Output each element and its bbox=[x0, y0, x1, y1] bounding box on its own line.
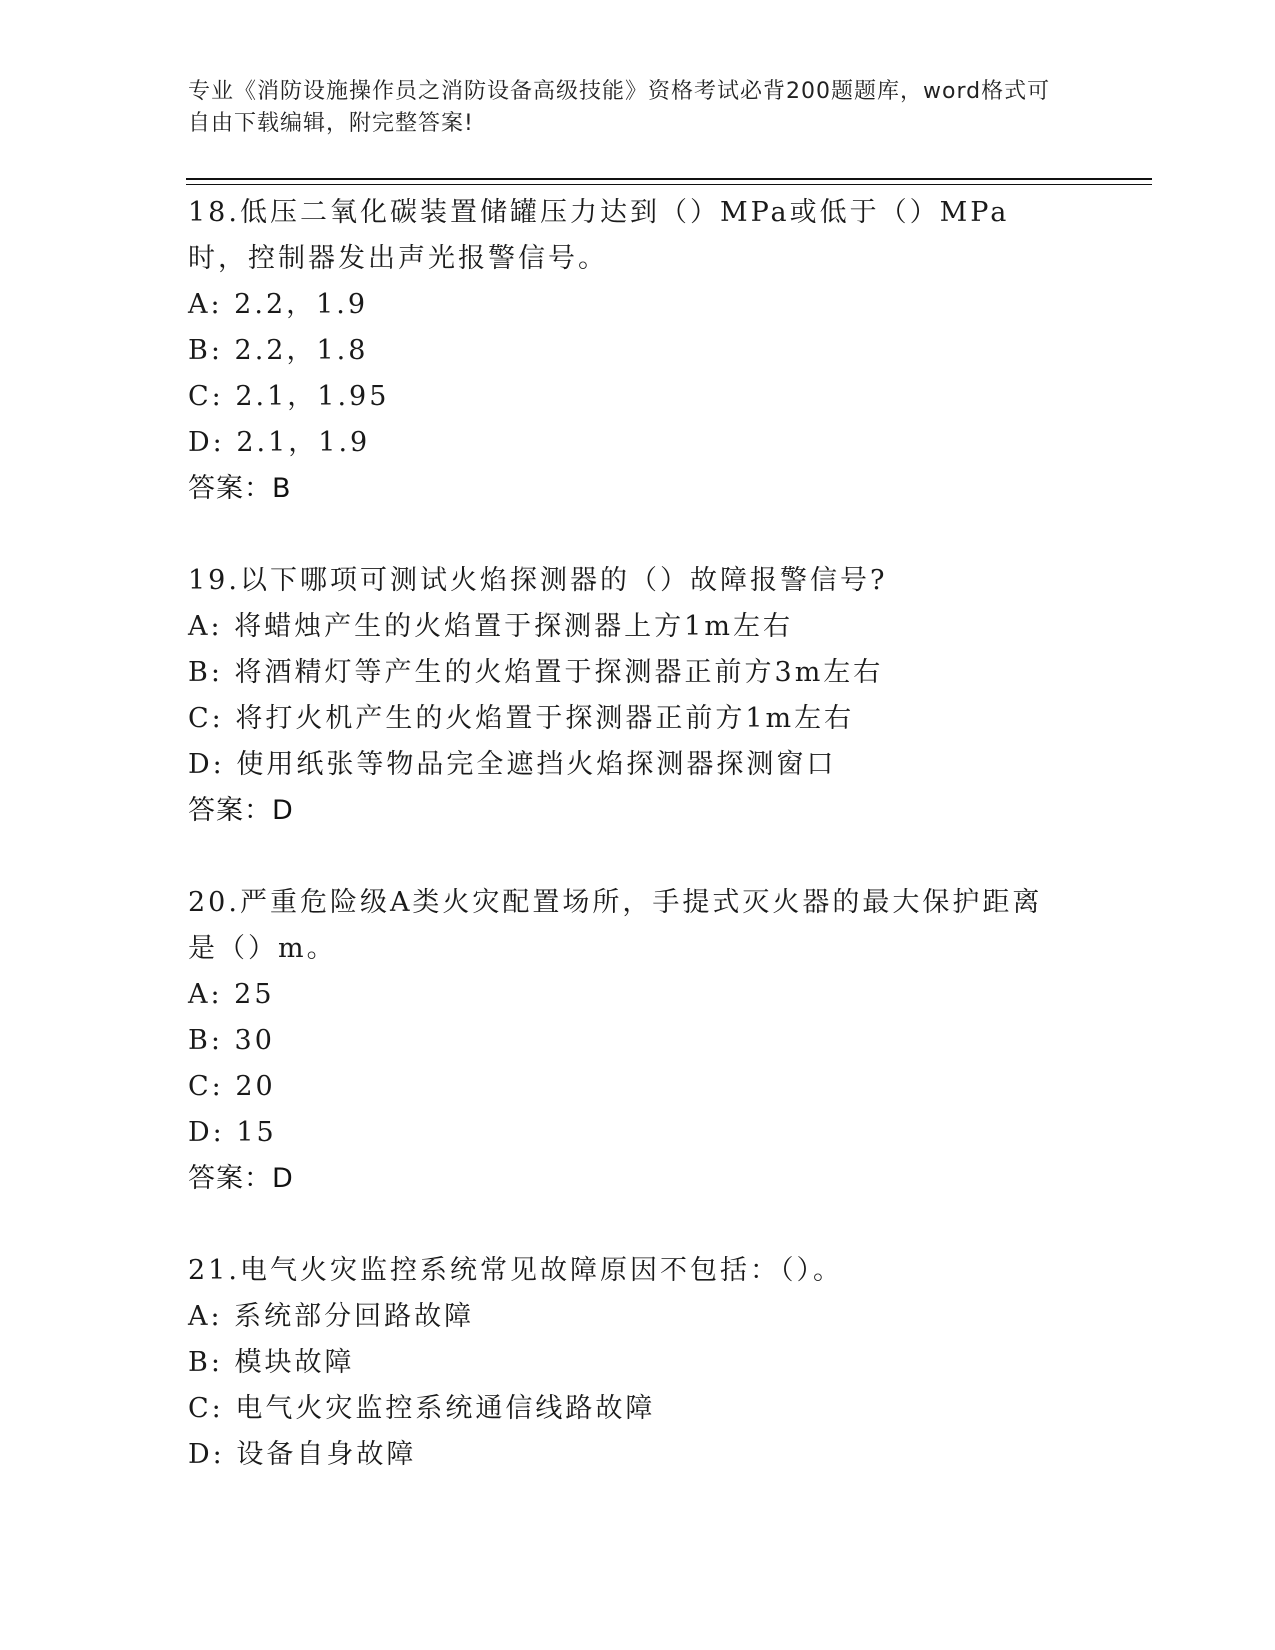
option-a: A: 2.2，1.9 bbox=[188, 289, 369, 320]
option-c: C: 2.1，1.95 bbox=[188, 381, 390, 412]
question-list bbox=[188, 190, 1088, 1524]
question-title: 19.以下哪项可测试火焰探测器的（）故障报警信号? bbox=[188, 565, 888, 596]
option-d: D: 2.1，1.9 bbox=[188, 427, 371, 458]
document-header: 专业《消防设施操作员之消防设备高级技能》资格考试必背200题题库，word格式可自由下载编辑，附完整答案! bbox=[188, 79, 1051, 136]
question-title: 20.严重危险级A类火灾配置场所，手提式灭火器的最大保护距离是（）m。 bbox=[188, 887, 1043, 964]
question-20 bbox=[188, 880, 1088, 1202]
question-18 bbox=[188, 190, 1088, 512]
option-c: C: 20 bbox=[188, 1071, 276, 1102]
option-d: D: 设备自身故障 bbox=[188, 1439, 417, 1470]
option-b: B: 30 bbox=[188, 1025, 275, 1056]
option-d: D: 15 bbox=[188, 1117, 277, 1148]
option-b: B: 模块故障 bbox=[188, 1347, 355, 1378]
option-c: C: 将打火机产生的火焰置于探测器正前方1m左右 bbox=[188, 703, 855, 734]
option-c: C: 电气火灾监控系统通信线路故障 bbox=[188, 1393, 656, 1424]
option-a: A: 将蜡烛产生的火焰置于探测器上方1m左右 bbox=[188, 611, 793, 642]
option-b: B: 将酒精灯等产生的火焰置于探测器正前方3m左右 bbox=[188, 657, 884, 688]
option-b: B: 2.2，1.8 bbox=[188, 335, 369, 366]
option-a: A: 25 bbox=[188, 979, 275, 1010]
question-21 bbox=[188, 1248, 1088, 1478]
answer: 答案：B bbox=[188, 473, 292, 504]
question-19 bbox=[188, 558, 1088, 834]
answer: 答案：D bbox=[188, 795, 294, 826]
question-title: 18.低压二氧化碳装置储罐压力达到（）MPa或低于（）MPa时，控制器发出声光报警信号。 bbox=[188, 197, 1010, 274]
question-title: 21.电气火灾监控系统常见故障原因不包括：（）。 bbox=[188, 1255, 843, 1286]
header-divider-thin bbox=[186, 184, 1152, 185]
answer: 答案：D bbox=[188, 1163, 294, 1194]
option-d: D: 使用纸张等物品完全遮挡火焰探测器探测窗口 bbox=[188, 749, 837, 780]
option-a: A: 系统部分回路故障 bbox=[188, 1301, 475, 1332]
header-divider-thick bbox=[186, 178, 1152, 180]
